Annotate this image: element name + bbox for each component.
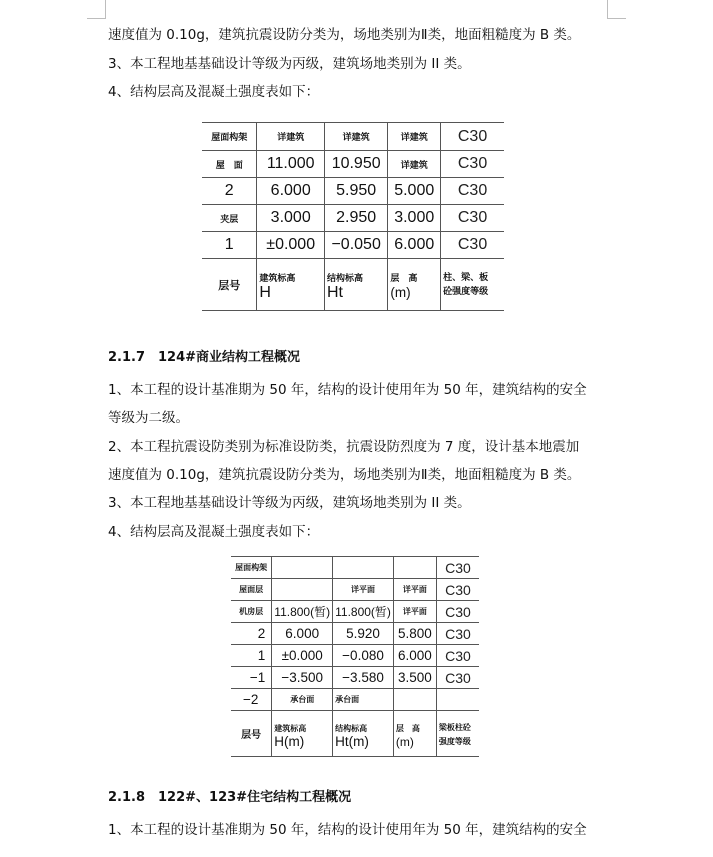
table-cell bbox=[441, 259, 504, 311]
floor-height-table bbox=[202, 122, 504, 311]
table-cell: 5.920 bbox=[333, 623, 394, 645]
table-cell: 5.000 bbox=[388, 178, 441, 205]
table-cell: 5.800 bbox=[393, 623, 436, 645]
table-cell: 2.950 bbox=[324, 205, 387, 232]
table-cell: C30 bbox=[441, 178, 504, 205]
table-cell: 11.000 bbox=[257, 151, 325, 178]
table-row bbox=[231, 623, 479, 645]
table-cell: 2 bbox=[202, 178, 257, 205]
table-cell: 详平面 bbox=[393, 601, 436, 623]
table-cell: C30 bbox=[436, 667, 479, 689]
table-cell: 3.500 bbox=[393, 667, 436, 689]
table-cell: 详建筑 bbox=[388, 123, 441, 151]
cell-label: 建筑标高 bbox=[274, 722, 307, 733]
section-heading: 2.1.7 124#商业结构工程概况 bbox=[108, 350, 301, 365]
table-cell: 6.000 bbox=[257, 178, 325, 205]
table-cell: 机房层 bbox=[231, 601, 272, 623]
cell-label: 柱、梁、板 bbox=[443, 272, 489, 283]
table-cell: −3.580 bbox=[333, 667, 394, 689]
cell-label: 结构标高 bbox=[335, 722, 368, 733]
cell-label: 强度等级 bbox=[438, 735, 471, 746]
table-cell bbox=[388, 259, 441, 311]
cell-label: 层 高 bbox=[390, 274, 418, 284]
table-cell: 2 bbox=[231, 623, 272, 645]
table-footer-row bbox=[202, 259, 504, 311]
table-cell: 10.950 bbox=[324, 151, 387, 178]
table-row bbox=[202, 178, 504, 205]
table-cell: 6.000 bbox=[388, 232, 441, 259]
table-cell bbox=[272, 579, 333, 601]
paragraph-line: 4、结构层高及混凝土强度表如下： bbox=[108, 524, 320, 540]
table-cell: 屋面层 bbox=[231, 579, 272, 601]
table-row bbox=[202, 205, 504, 232]
table-cell: ±0.000 bbox=[257, 232, 325, 259]
cell-label: 建筑标高 bbox=[259, 274, 296, 284]
table-cell bbox=[272, 557, 333, 579]
table-cell: 屋面构架 bbox=[202, 123, 257, 151]
cell-label: 结构标高 bbox=[326, 274, 363, 284]
table-cell: 5.950 bbox=[324, 178, 387, 205]
floor-height-table-2 bbox=[231, 556, 479, 757]
table-row bbox=[202, 123, 504, 151]
table-row bbox=[231, 689, 479, 711]
cell-unit: Ht(m) bbox=[335, 733, 369, 749]
table-cell: −2 bbox=[231, 689, 272, 711]
table-cell bbox=[333, 557, 394, 579]
cell-label: 砼强度等级 bbox=[443, 286, 489, 297]
cell-unit: H bbox=[259, 284, 271, 301]
cell-unit: H(m) bbox=[274, 733, 305, 749]
table-cell: 详平面 bbox=[393, 579, 436, 601]
cell-unit: Ht bbox=[326, 284, 343, 301]
paragraph-line: 3、本工程地基基础设计等级为丙级，建筑场地类别为 II 类。 bbox=[108, 495, 471, 511]
table-cell: C30 bbox=[436, 601, 479, 623]
cell-label: 层 高 bbox=[395, 722, 420, 733]
table-cell: 屋面构架 bbox=[231, 557, 272, 579]
paragraph-line: 2、本工程抗震设防类别为标准设防类，抗震设防烈度为 7 度，设计基本地震加 bbox=[108, 439, 580, 455]
table-cell: C30 bbox=[436, 623, 479, 645]
paragraph-line: 等级为二级。 bbox=[108, 410, 189, 426]
page-corner-mark-right bbox=[607, 0, 626, 19]
table-cell: 1 bbox=[202, 232, 257, 259]
table-cell: −3.500 bbox=[272, 667, 333, 689]
table-cell: C30 bbox=[441, 205, 504, 232]
cell-unit: (m) bbox=[395, 734, 414, 749]
table-row bbox=[202, 232, 504, 259]
table-row bbox=[231, 579, 479, 601]
table-cell: 6.000 bbox=[393, 645, 436, 667]
table-cell: 承台面 bbox=[272, 689, 333, 711]
paragraph-line: 速度值为 0.10g，建筑抗震设防分类为，场地类别为Ⅱ类，地面粗糙度为 B 类。 bbox=[108, 467, 581, 483]
paragraph-line: 1、本工程的设计基准期为 50 年，结构的设计使用年为 50 年，建筑结构的安全 bbox=[108, 382, 587, 398]
table-row bbox=[231, 601, 479, 623]
table-cell: 6.000 bbox=[272, 623, 333, 645]
paragraph-line: 1、本工程的设计基准期为 50 年，结构的设计使用年为 50 年，建筑结构的安全 bbox=[108, 822, 587, 838]
table-cell: 详建筑 bbox=[388, 151, 441, 178]
table-cell: 1 bbox=[231, 645, 272, 667]
table-cell bbox=[324, 259, 387, 311]
paragraph-line: 4、结构层高及混凝土强度表如下： bbox=[108, 84, 320, 100]
table-cell: C30 bbox=[441, 151, 504, 178]
table-cell: −1 bbox=[231, 667, 272, 689]
table-cell: 详建筑 bbox=[257, 123, 325, 151]
cell-unit: (m) bbox=[390, 285, 411, 300]
table-cell: 11.800(暂) bbox=[272, 601, 333, 623]
table-cell bbox=[272, 711, 333, 757]
table-cell: C30 bbox=[436, 557, 479, 579]
table-cell: C30 bbox=[436, 579, 479, 601]
table-row bbox=[231, 645, 479, 667]
table-cell bbox=[393, 711, 436, 757]
table-cell bbox=[393, 557, 436, 579]
table-row bbox=[202, 151, 504, 178]
paragraph-line: 3、本工程地基基础设计等级为丙级，建筑场地类别为 II 类。 bbox=[108, 56, 471, 72]
table-cell: 详平面 bbox=[333, 579, 394, 601]
table-cell: −0.050 bbox=[324, 232, 387, 259]
cell-label: 梁板柱砼 bbox=[438, 721, 471, 732]
table-cell: 3.000 bbox=[388, 205, 441, 232]
table-cell bbox=[436, 711, 479, 757]
table-cell: C30 bbox=[441, 123, 504, 151]
table-footer-row bbox=[231, 711, 479, 757]
table-cell: 层号 bbox=[231, 711, 272, 757]
table-cell: 屋 面 bbox=[202, 151, 257, 178]
table-cell bbox=[333, 711, 394, 757]
table-cell bbox=[257, 259, 325, 311]
table-cell: 层号 bbox=[202, 259, 257, 311]
table-cell: 3.000 bbox=[257, 205, 325, 232]
table-cell bbox=[436, 689, 479, 711]
page-corner-mark-left bbox=[87, 0, 106, 19]
table-cell: 承台面 bbox=[333, 689, 394, 711]
table-row bbox=[231, 557, 479, 579]
table-row bbox=[231, 667, 479, 689]
table-cell: ±0.000 bbox=[272, 645, 333, 667]
paragraph-line: 速度值为 0.10g，建筑抗震设防分类为，场地类别为Ⅱ类，地面粗糙度为 B 类。 bbox=[108, 27, 581, 43]
table-cell: 夹层 bbox=[202, 205, 257, 232]
table-cell: 详建筑 bbox=[324, 123, 387, 151]
section-heading: 2.1.8 122#、123#住宅结构工程概况 bbox=[108, 790, 352, 805]
table-cell: −0.080 bbox=[333, 645, 394, 667]
table-cell bbox=[393, 689, 436, 711]
table-cell: 11.800(暂) bbox=[333, 601, 394, 623]
table-cell: C30 bbox=[441, 232, 504, 259]
table-cell: C30 bbox=[436, 645, 479, 667]
